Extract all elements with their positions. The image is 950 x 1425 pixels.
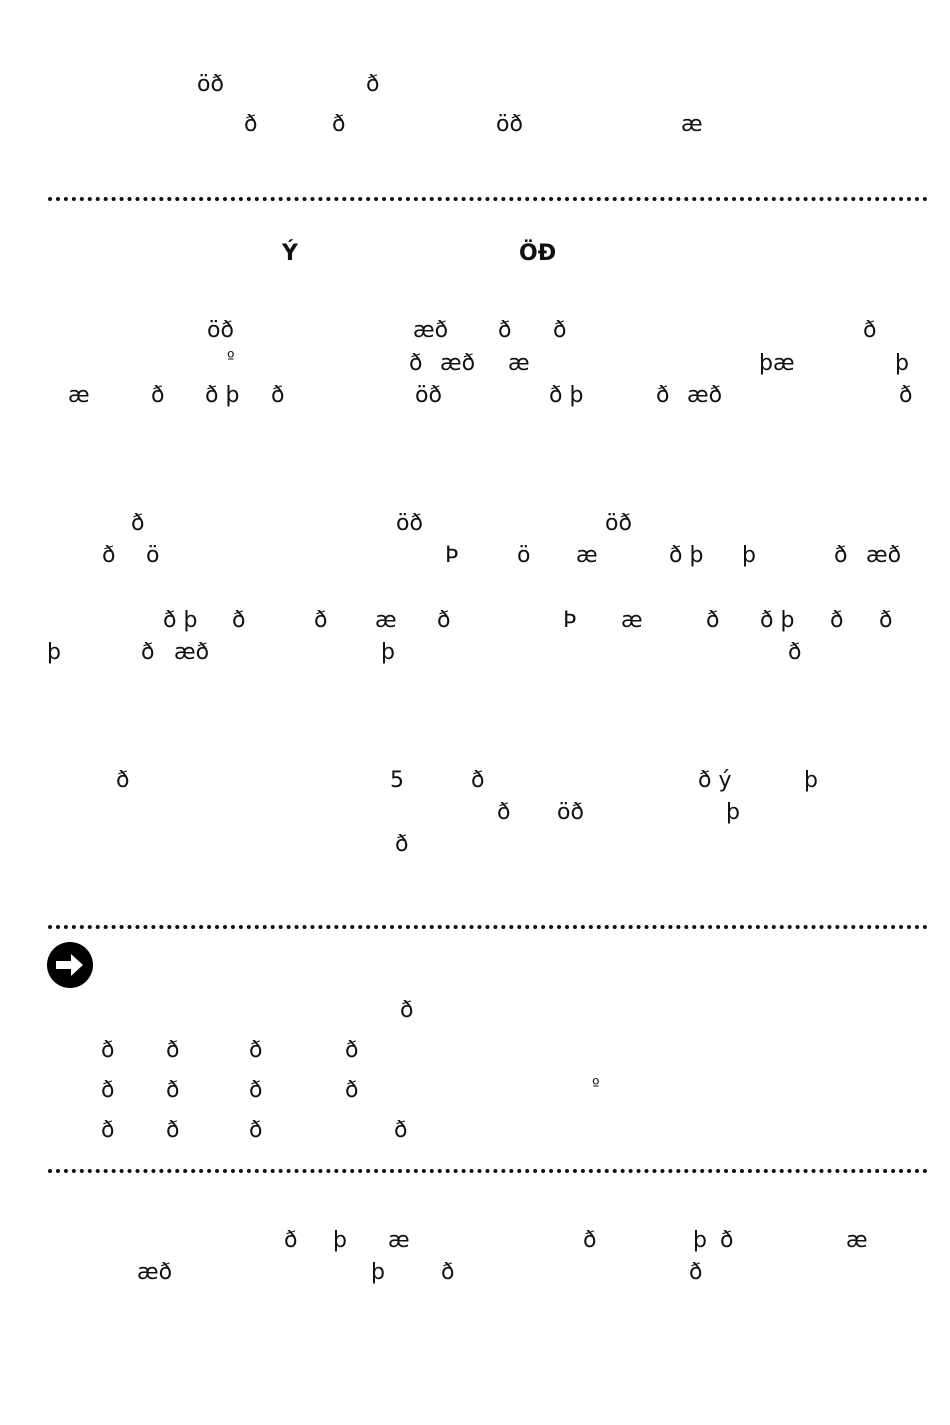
- body-text: ð: [102, 543, 116, 568]
- body-text: þ: [371, 1260, 385, 1285]
- body-text: öð: [605, 511, 632, 536]
- body-text: æ: [388, 1228, 410, 1253]
- header-text: ð: [366, 72, 380, 97]
- dotted-divider: [48, 1169, 928, 1173]
- note-text: ð: [101, 1038, 115, 1063]
- body-text: ð: [141, 640, 155, 665]
- body-text: ð: [271, 383, 285, 408]
- body-text: ð: [395, 832, 409, 857]
- body-text: ð: [706, 608, 720, 633]
- header-text: ð: [332, 112, 346, 137]
- body-text: æð: [137, 1260, 173, 1285]
- body-text: æð: [866, 543, 902, 568]
- body-text: ð: [720, 1228, 734, 1253]
- body-text: æ: [508, 351, 530, 376]
- section-heading: ÖÐ: [519, 241, 557, 266]
- body-text: ð: [879, 608, 893, 633]
- body-text: ö: [146, 543, 160, 568]
- note-text: ð: [249, 1078, 263, 1103]
- body-text: ð: [498, 318, 512, 343]
- note-text: ð: [345, 1078, 359, 1103]
- body-text: ð: [441, 1260, 455, 1285]
- body-text: º: [227, 348, 235, 367]
- body-text: þ: [742, 543, 756, 568]
- body-text: æð: [440, 351, 476, 376]
- arrow-right-circle-icon: [47, 942, 93, 988]
- body-text: æ: [576, 543, 598, 568]
- body-text: Þ: [563, 608, 577, 633]
- body-text: æ: [68, 383, 90, 408]
- body-text: öð: [396, 511, 423, 536]
- body-text: æ: [621, 608, 643, 633]
- body-text: þ: [726, 800, 740, 825]
- body-text: æ: [846, 1228, 868, 1253]
- body-text: öð: [415, 383, 442, 408]
- body-text: æð: [687, 383, 723, 408]
- note-text: ð: [345, 1038, 359, 1063]
- note-text: º: [592, 1075, 600, 1094]
- body-text: ð: [232, 608, 246, 633]
- note-text: ð: [249, 1118, 263, 1143]
- section-heading: Ý: [282, 241, 298, 266]
- note-text: ð: [249, 1038, 263, 1063]
- body-text: ð: [553, 318, 567, 343]
- body-text: öð: [207, 318, 234, 343]
- note-text: ð: [166, 1078, 180, 1103]
- body-text: ð ý: [698, 768, 732, 793]
- header-text: ð: [244, 112, 258, 137]
- note-text: ð: [101, 1078, 115, 1103]
- body-text: ð: [689, 1260, 703, 1285]
- note-text: ð: [166, 1038, 180, 1063]
- body-text: ð: [116, 768, 130, 793]
- body-text: þæ: [759, 351, 795, 376]
- body-text: Þ: [445, 543, 459, 568]
- body-text: ð: [497, 800, 511, 825]
- body-text: ð: [131, 511, 145, 536]
- body-text: æð: [413, 318, 449, 343]
- body-text: ð: [830, 608, 844, 633]
- header-text: öð: [496, 112, 523, 137]
- body-text: ð: [834, 543, 848, 568]
- body-text: þ: [47, 640, 61, 665]
- header-text: öð: [197, 72, 224, 97]
- body-text: þ: [333, 1228, 347, 1253]
- body-text: ð: [409, 351, 423, 376]
- body-text: ð: [863, 318, 877, 343]
- body-text: ð: [583, 1228, 597, 1253]
- body-text: ð: [314, 608, 328, 633]
- body-text: öð: [557, 800, 584, 825]
- body-text: ð þ: [205, 383, 240, 408]
- body-text: ð þ: [669, 543, 704, 568]
- body-text: þ: [381, 640, 395, 665]
- body-text: ð: [788, 640, 802, 665]
- body-text: ð þ: [163, 608, 198, 633]
- dotted-divider: [48, 925, 928, 929]
- body-text: æ: [375, 608, 397, 633]
- body-text: ð þ: [760, 608, 795, 633]
- body-text: ð: [151, 383, 165, 408]
- note-text: ð: [166, 1118, 180, 1143]
- header-text: æ: [681, 112, 703, 137]
- body-text: ö: [517, 543, 531, 568]
- body-text: þ: [804, 768, 818, 793]
- body-text: ð þ: [549, 383, 584, 408]
- body-text: ð: [656, 383, 670, 408]
- body-text: ð: [899, 383, 913, 408]
- note-text: ð: [394, 1118, 408, 1143]
- note-text: ð: [101, 1118, 115, 1143]
- note-text: ð: [400, 998, 414, 1023]
- body-text: 5: [390, 768, 404, 793]
- body-text: ð: [284, 1228, 298, 1253]
- body-text: ð: [471, 768, 485, 793]
- body-text: ð: [437, 608, 451, 633]
- body-text: þ: [693, 1228, 707, 1253]
- body-text: þ: [895, 351, 909, 376]
- body-text: æð: [174, 640, 210, 665]
- dotted-divider: [48, 197, 928, 201]
